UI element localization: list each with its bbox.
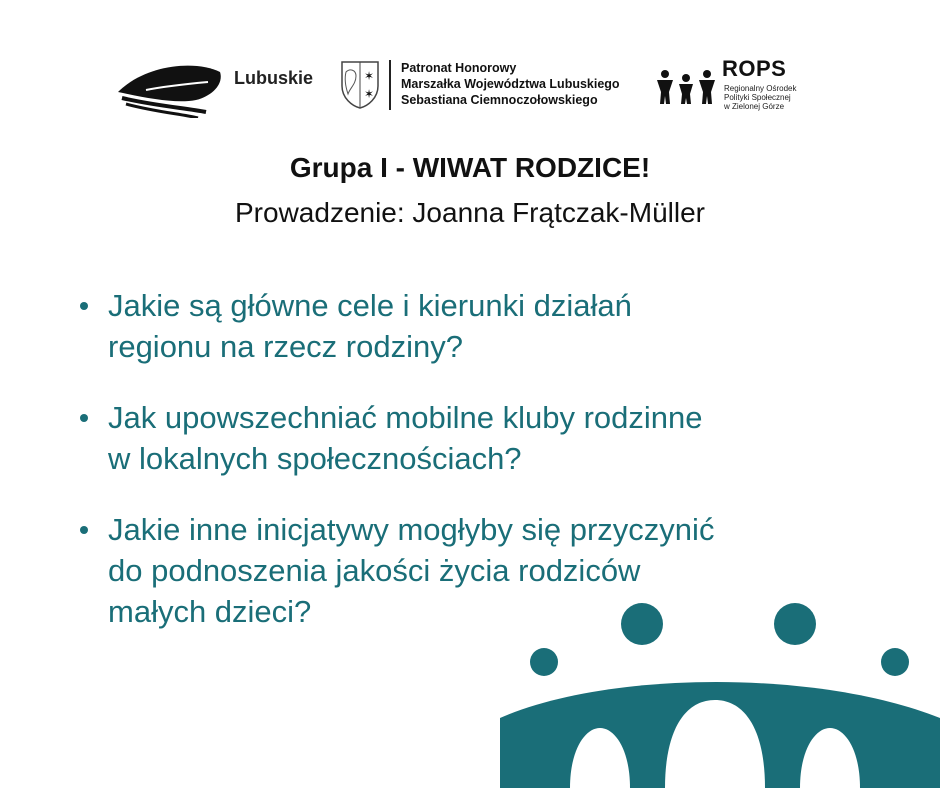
question-list [80, 285, 840, 632]
question-text: Jakie są główne cele i kierunki działań regionu na rzecz rodziny? [108, 288, 632, 364]
patronat-line: Marszałka Województwa Lubuskiego [401, 77, 620, 91]
bullet-dot-icon [80, 414, 88, 422]
logo-divider [389, 60, 391, 110]
page-title: Grupa I - WIWAT RODZICE! [289, 152, 651, 183]
svg-text:✶: ✶ [363, 69, 375, 83]
bullet-dot-icon [80, 526, 88, 534]
rops-sub-line: w Zielonej Górze [724, 102, 785, 111]
lubuskie-label: Lubuskie [234, 68, 314, 88]
rops-subtitle [724, 84, 796, 111]
question-text: Jak upowszechniać mobilne kluby rodzinne w lokalnych społecznościach? [108, 400, 703, 476]
rops-figures-icon [655, 68, 717, 108]
svg-text:✶: ✶ [363, 87, 375, 101]
question-text: Jakie inne inicjatywy mogłyby się przyczynić do podnoszenia jakości życia rodziców małych dzieci? [108, 512, 715, 629]
question-item [80, 285, 840, 367]
patronat-line: Sebastiana Ciemnoczołowskiego [401, 93, 598, 107]
patronat-line: Patronat Honorowy [401, 61, 517, 75]
rops-sub-line: Polityki Społecznej [724, 93, 791, 102]
bullet-dot-icon [80, 302, 88, 310]
question-item [80, 397, 840, 479]
logo-bar [0, 52, 940, 122]
lubuskie-logo-icon [116, 62, 224, 118]
page-subtitle: Prowadzenie: Joanna Frątczak-Müller [235, 197, 705, 228]
rops-title: ROPS [722, 56, 787, 81]
family-decoration-icon [490, 600, 940, 788]
rops-sub-line: Regionalny Ośrodek [724, 84, 797, 93]
patronat-text [401, 60, 620, 108]
coat-of-arms-icon [340, 60, 380, 110]
